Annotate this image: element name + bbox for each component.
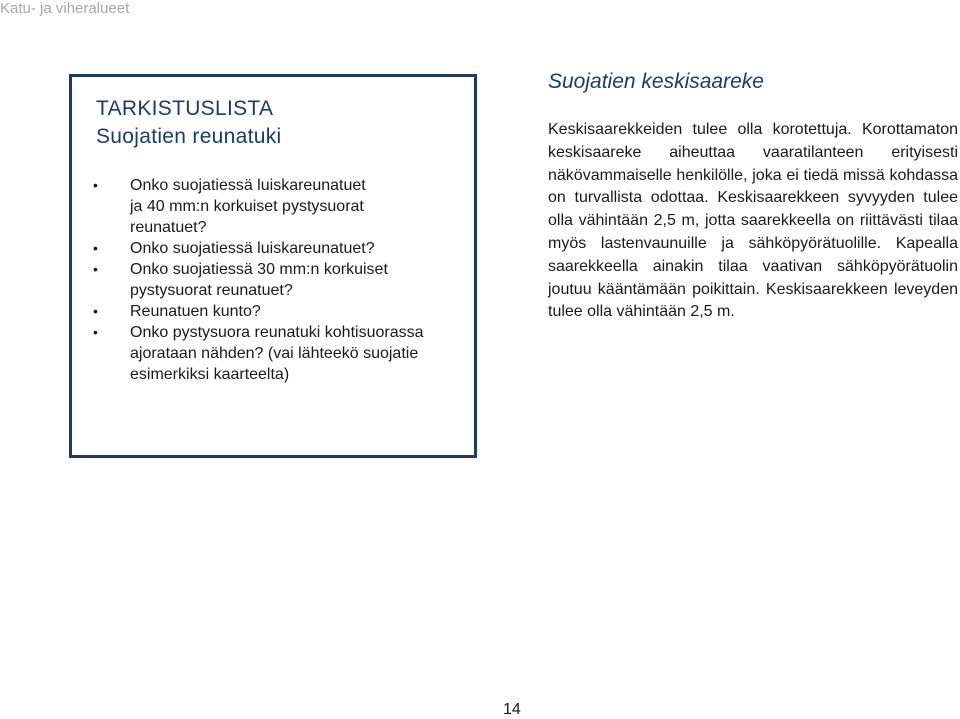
bullet-icon: • xyxy=(93,261,98,277)
bullet-icon: • xyxy=(93,324,98,340)
bullet-icon: • xyxy=(93,240,98,256)
checklist-item-text: Onko pystysuora reunatuki kohtisuorassa ajorataan nähden? (vai lähteekö suojatie esimerkiksi kaarteelta) xyxy=(130,324,424,383)
bullet-icon: • xyxy=(93,177,98,193)
checklist-item xyxy=(90,259,470,301)
checklist-item xyxy=(90,175,470,238)
checklist-item-text: Onko suojatiessä 30 mm:n korkuiset pystysuorat reunatuet? xyxy=(130,261,388,299)
checklist-title-sub: Suojatien reunatuki xyxy=(96,125,282,148)
running-header: Katu- ja viheralueet xyxy=(0,0,130,17)
checklist-title xyxy=(96,95,282,151)
checklist-item xyxy=(90,322,470,385)
checklist-item-text: Onko suojatiessä luiskareunatuet ja 40 mm:n korkuiset pystysuorat reunatuet? xyxy=(130,177,366,236)
checklist-item-text: Reunatuen kunto? xyxy=(130,303,261,320)
checklist-item xyxy=(90,238,470,259)
checklist-box xyxy=(69,74,477,458)
section-heading: Suojatien keskisaareke xyxy=(548,70,764,93)
checklist-item xyxy=(90,301,470,322)
page-number: 14 xyxy=(503,701,521,718)
checklist-item-text: Onko suojatiessä luiskareunatuet? xyxy=(130,240,375,257)
bullet-icon: • xyxy=(93,303,98,319)
body-paragraph: Keskisaarekkeiden tulee olla korotettuja. Korottamaton keskisaareke aiheuttaa vaaratilanteen erityisesti näkövammaiselle henkilölle, joka ei tiedä missä kohdassa on turvallista odottaa. Keskisaarekkeen syvyyden tulee olla vähintään 2,5 m, jotta saarekkeella on riittävästi tilaa myös lastenvaunuille ja sähköpyörätuolille. Kapealla saarekkeella ainakin tilaa vaativan sähköpyörätuolin joutuu kääntämään poikittain. Keskisaarekkeen leveyden tulee olla vähintään 2,5 m. xyxy=(548,121,958,321)
checklist-title-main: TARKISTUSLISTA xyxy=(96,97,274,120)
checklist-items xyxy=(90,175,470,385)
